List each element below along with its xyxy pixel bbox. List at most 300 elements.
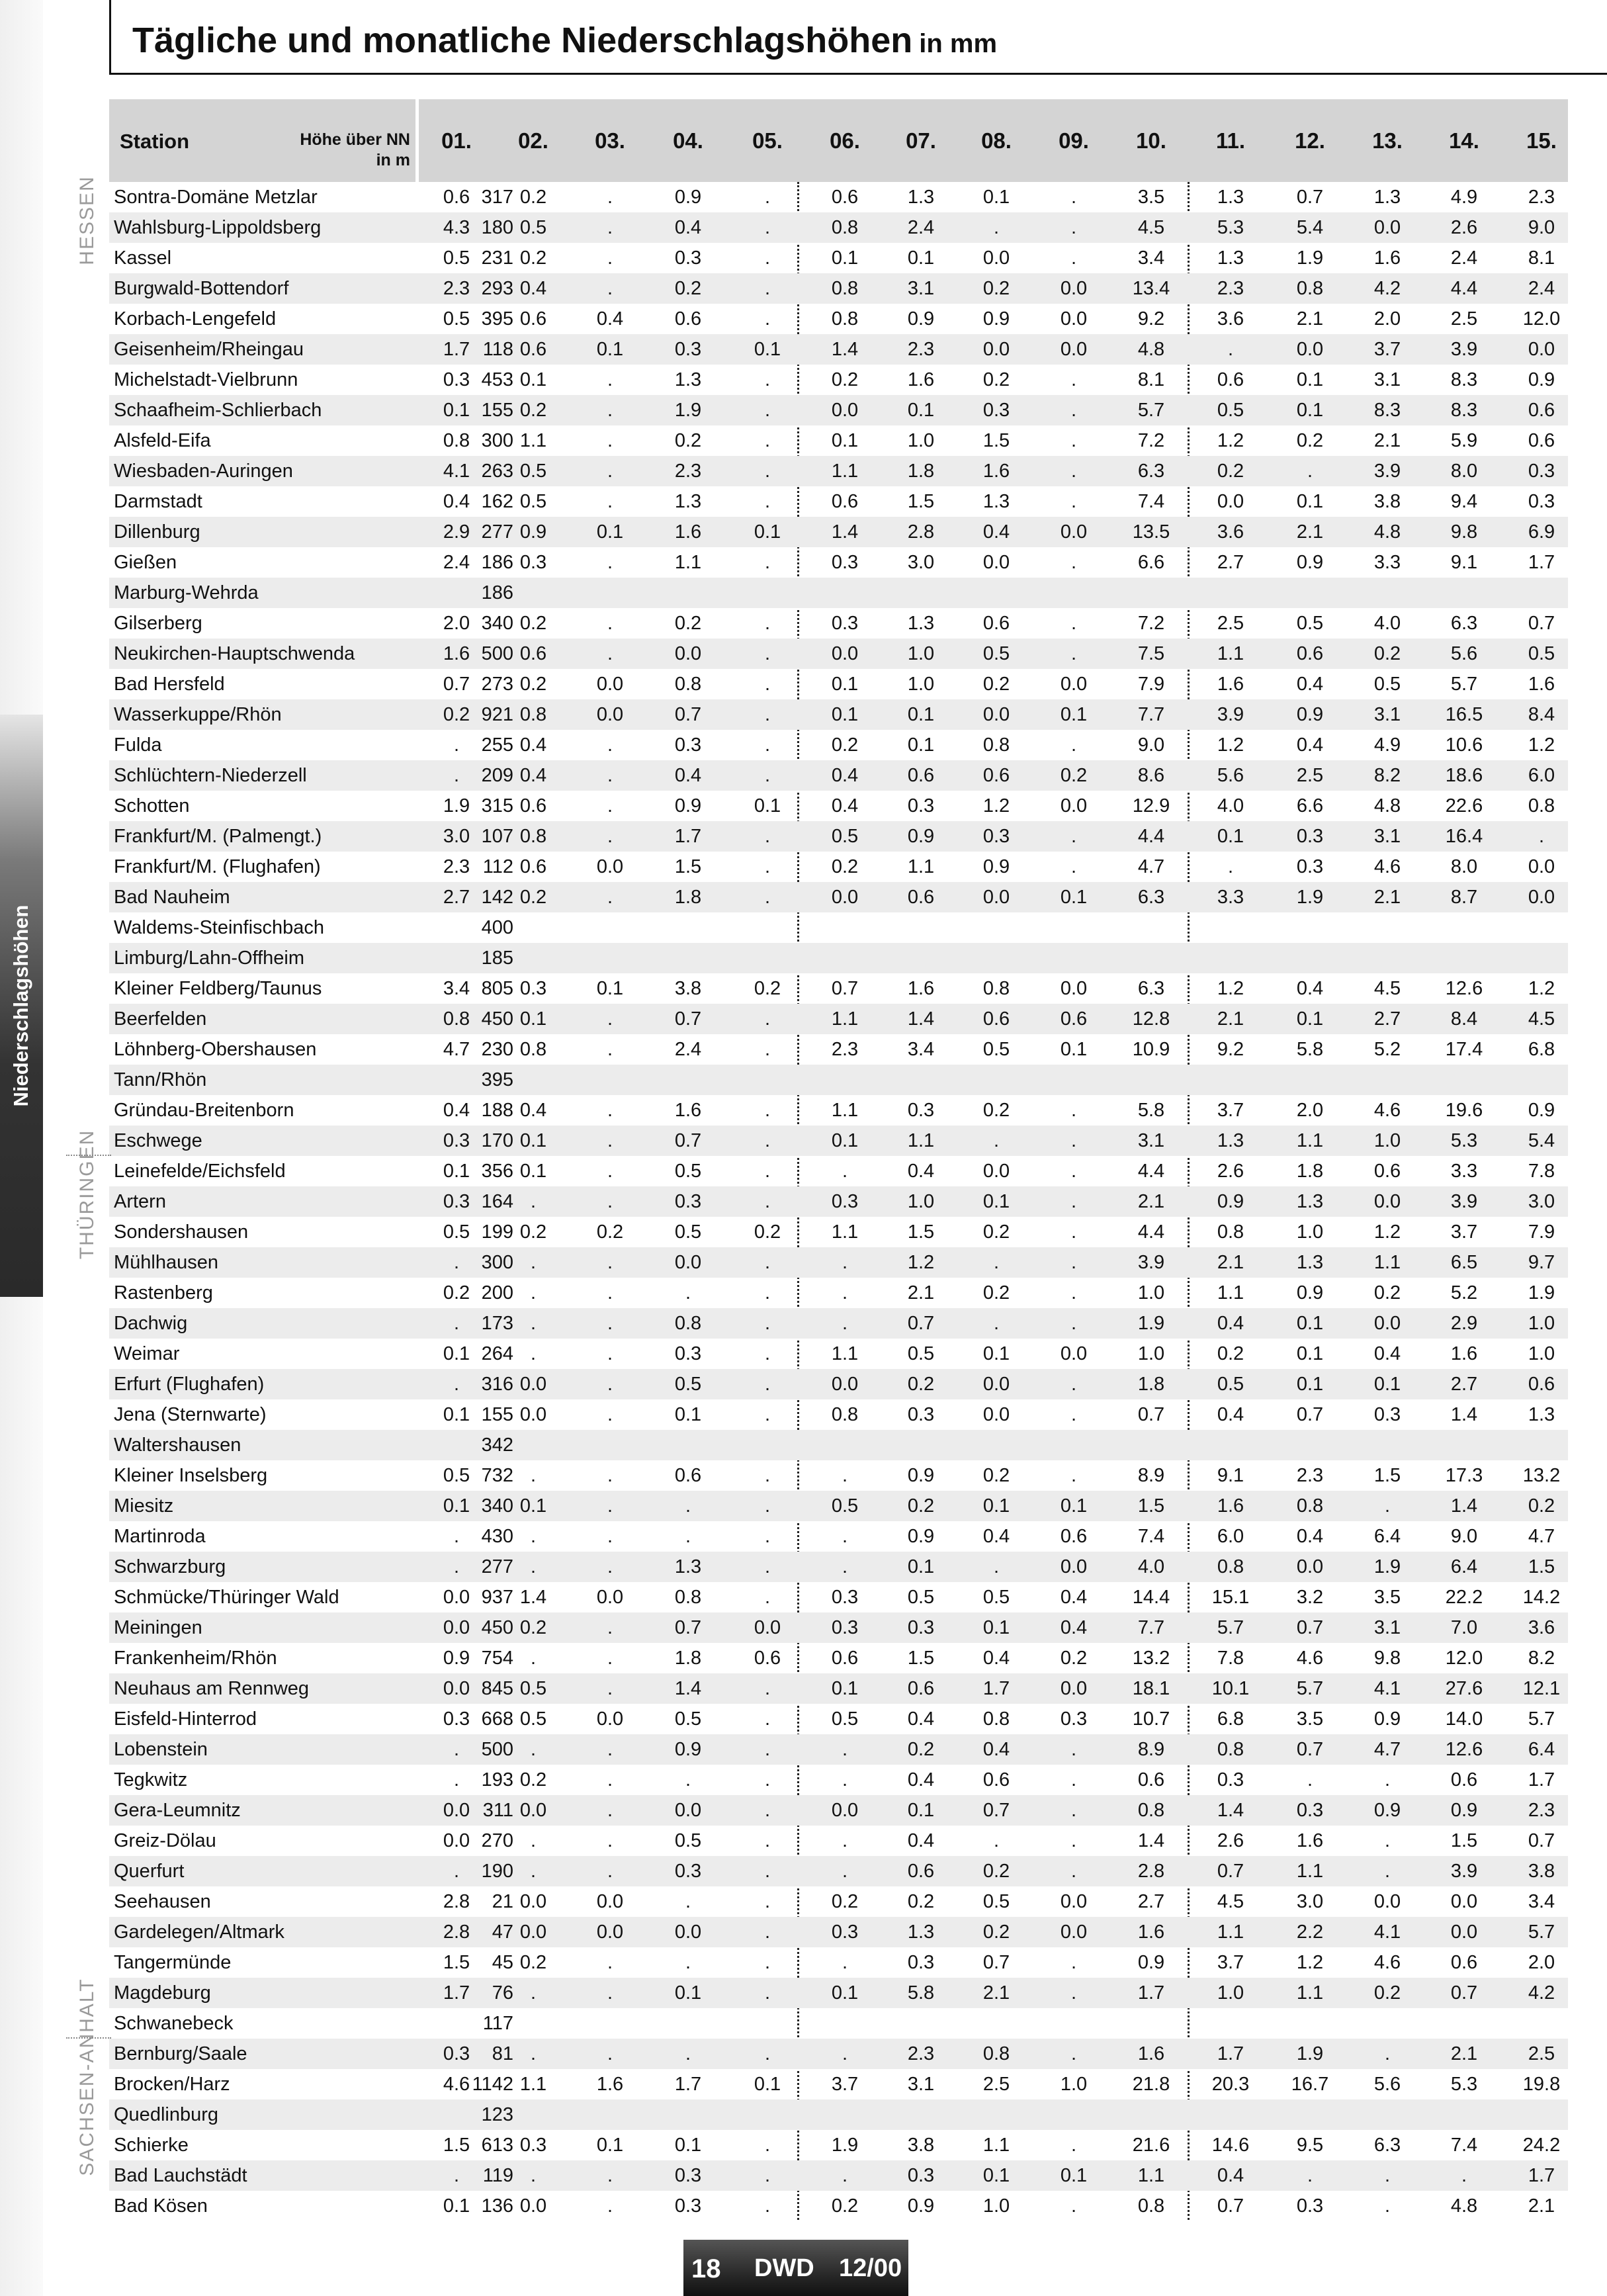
- value-cell: 0.5: [674, 1161, 702, 1182]
- value-cell: .: [1070, 643, 1077, 664]
- value-cell: 1.2: [1528, 978, 1555, 999]
- value-cell: 2.1: [982, 1982, 1010, 2004]
- station-name: Sondershausen: [114, 1221, 249, 1243]
- value-cell: 2.3: [1528, 1800, 1555, 1821]
- value-cell: 1.5: [1450, 1830, 1478, 1851]
- station-height: 315: [481, 795, 513, 817]
- value-cell: .: [1070, 1861, 1077, 1882]
- value-cell: 0.5: [982, 1891, 1010, 1912]
- value-cell: 0.9: [1296, 552, 1324, 573]
- value-cell: 0.3: [1373, 1404, 1401, 1425]
- station-name: Michelstadt-Vielbrunn: [114, 369, 298, 390]
- value-cell: .: [530, 1313, 537, 1334]
- value-cell: 3.7: [831, 2074, 859, 2095]
- value-cell: 3.8: [1528, 1861, 1555, 1882]
- table-row: [109, 669, 1568, 699]
- value-cell: 5.2: [1450, 1282, 1478, 1303]
- value-cell: 0.3: [674, 1343, 702, 1364]
- value-cell: 24.2: [1522, 2135, 1561, 2156]
- value-cell: 1.1: [907, 856, 935, 877]
- value-cell: 0.1: [831, 430, 859, 451]
- value-cell: 1.2: [1373, 1221, 1401, 1243]
- station-height: 845: [481, 1678, 513, 1699]
- value-cell: 0.4: [831, 795, 859, 817]
- value-cell: 0.7: [831, 978, 859, 999]
- value-cell: 0.8: [1296, 278, 1324, 299]
- value-cell: 0.0: [596, 704, 624, 725]
- value-cell: 0.0: [596, 1921, 624, 1943]
- value-cell: 0.0: [1373, 1891, 1401, 1912]
- table-row: [109, 517, 1568, 547]
- value-cell: 0.0: [1450, 1891, 1478, 1912]
- value-cell: .: [607, 1982, 613, 2004]
- table-row: [109, 1217, 1568, 1247]
- value-cell: .: [764, 674, 771, 695]
- table-row: [109, 456, 1568, 486]
- value-cell: 6.9: [1528, 521, 1555, 543]
- station-name: Limburg/Lahn-Offheim: [114, 948, 305, 969]
- value-cell: 0.8: [674, 1587, 702, 1608]
- value-cell: 0.3: [831, 613, 859, 634]
- value-cell: 1.3: [1528, 1404, 1555, 1425]
- value-cell: 12.0: [1445, 1648, 1483, 1669]
- value-cell: .: [607, 1252, 613, 1273]
- value-cell: 0.9: [674, 795, 702, 817]
- value-cell: 1.4: [1450, 1495, 1478, 1517]
- value-cell: 0.3: [1296, 856, 1324, 877]
- value-cell: 4.1: [1373, 1921, 1401, 1943]
- value-cell: .: [530, 1526, 537, 1547]
- value-cell: 0.0: [674, 1252, 702, 1273]
- value-cell: 1.0: [1528, 1313, 1555, 1334]
- table-row: [109, 2160, 1568, 2191]
- header-day: 09.: [1059, 128, 1089, 153]
- value-cell: 0.7: [674, 1008, 702, 1030]
- value-cell: 0.0: [1450, 1921, 1478, 1943]
- value-cell: 4.5: [1137, 217, 1165, 238]
- value-cell: 1.7: [1137, 1982, 1165, 2004]
- value-cell: 0.0: [982, 339, 1010, 360]
- value-cell: 0.4: [519, 765, 547, 786]
- value-cell: .: [764, 856, 771, 877]
- value-cell: 0.9: [907, 1465, 935, 1486]
- value-cell: .: [764, 430, 771, 451]
- value-cell: 0.9: [519, 521, 547, 543]
- value-cell: 0.7: [674, 704, 702, 725]
- value-cell: 1.0: [907, 430, 935, 451]
- value-cell: .: [1070, 1374, 1077, 1395]
- value-cell: 0.1: [982, 1617, 1010, 1638]
- value-cell: 0.1: [596, 339, 624, 360]
- station-name: Lobenstein: [114, 1739, 208, 1760]
- value-cell: 0.8: [831, 308, 859, 330]
- value-cell: 0.5: [443, 308, 470, 330]
- value-cell: .: [1307, 2165, 1313, 2186]
- value-cell: 0.4: [596, 308, 624, 330]
- value-cell: 1.5: [907, 491, 935, 512]
- value-cell: 0.6: [831, 491, 859, 512]
- value-cell: 1.6: [443, 643, 470, 664]
- station-height: 123: [481, 2104, 513, 2125]
- station-height: 732: [481, 1465, 513, 1486]
- value-cell: .: [993, 1556, 1000, 1577]
- value-cell: .: [764, 1343, 771, 1364]
- value-cell: 1.3: [674, 491, 702, 512]
- station-height: 300: [481, 1252, 513, 1273]
- station-name: Bad Hersfeld: [114, 674, 225, 695]
- value-cell: 0.4: [1296, 674, 1324, 695]
- station-name: Kassel: [114, 247, 172, 269]
- value-cell: 0.4: [519, 1100, 547, 1121]
- value-cell: 6.4: [1450, 1556, 1478, 1577]
- value-cell: 1.9: [1137, 1313, 1165, 1334]
- value-cell: 2.1: [1137, 1191, 1165, 1212]
- value-cell: .: [453, 1313, 460, 1334]
- value-cell: 0.0: [982, 1161, 1010, 1182]
- station-height: 277: [481, 521, 513, 543]
- station-name: Eisfeld-Hinterrod: [114, 1708, 257, 1730]
- value-cell: 0.6: [519, 856, 547, 877]
- value-cell: .: [607, 1404, 613, 1425]
- value-cell: 3.0: [907, 552, 935, 573]
- value-cell: 0.1: [443, 400, 470, 421]
- header-day: 01.: [441, 128, 472, 153]
- value-cell: 4.8: [1373, 521, 1401, 543]
- value-cell: .: [530, 1861, 537, 1882]
- value-cell: .: [685, 1495, 691, 1517]
- value-cell: .: [607, 217, 613, 238]
- value-cell: 10.7: [1132, 1708, 1170, 1730]
- value-cell: 0.5: [1296, 613, 1324, 634]
- value-cell: 0.9: [1217, 1191, 1244, 1212]
- value-cell: 3.8: [674, 978, 702, 999]
- station-height: 112: [482, 856, 513, 877]
- value-cell: 1.1: [674, 552, 702, 573]
- table-row: [109, 273, 1568, 304]
- value-cell: 2.9: [443, 521, 470, 543]
- value-cell: 0.0: [596, 1891, 624, 1912]
- value-cell: 0.2: [1217, 1343, 1244, 1364]
- value-cell: 5.7: [1296, 1678, 1324, 1699]
- value-cell: 3.5: [1296, 1708, 1324, 1730]
- station-height: 155: [481, 400, 513, 421]
- value-cell: 0.5: [519, 1708, 547, 1730]
- value-cell: 0.3: [1528, 491, 1555, 512]
- value-cell: 4.7: [1528, 1526, 1555, 1547]
- value-cell: .: [607, 1100, 613, 1121]
- page-number: 18: [691, 2254, 721, 2283]
- value-cell: 3.1: [1373, 704, 1401, 725]
- value-cell: 0.8: [1217, 1221, 1244, 1243]
- value-cell: 0.2: [519, 1952, 547, 1973]
- value-cell: 2.6: [1217, 1830, 1244, 1851]
- value-cell: 0.4: [519, 734, 547, 756]
- value-cell: 7.0: [1450, 1617, 1478, 1638]
- value-cell: .: [530, 1252, 537, 1273]
- value-cell: 0.9: [1373, 1800, 1401, 1821]
- value-cell: .: [842, 1282, 848, 1303]
- value-cell: 0.0: [831, 1800, 859, 1821]
- value-cell: 10.1: [1211, 1678, 1250, 1699]
- value-cell: 1.1: [1217, 1921, 1244, 1943]
- value-cell: 0.4: [982, 1526, 1010, 1547]
- value-cell: 0.6: [907, 887, 935, 908]
- value-cell: .: [1070, 2043, 1077, 2064]
- value-cell: 1.5: [1373, 1465, 1401, 1486]
- value-cell: 8.0: [1450, 461, 1478, 482]
- value-cell: 1.6: [1137, 1921, 1165, 1943]
- value-cell: 0.8: [443, 430, 470, 451]
- value-cell: 2.1: [1373, 430, 1401, 451]
- value-cell: 2.1: [1450, 2043, 1478, 2064]
- value-cell: 2.3: [674, 461, 702, 482]
- value-cell: 3.0: [1296, 1891, 1324, 1912]
- value-cell: 0.2: [519, 187, 547, 208]
- header-day: 10.: [1136, 128, 1166, 153]
- value-cell: 0.8: [1217, 1556, 1244, 1577]
- value-cell: .: [453, 1769, 460, 1790]
- value-cell: 0.4: [1217, 2165, 1244, 2186]
- value-cell: .: [764, 400, 771, 421]
- value-cell: .: [993, 1830, 1000, 1851]
- value-cell: 0.5: [831, 1708, 859, 1730]
- station-name: Gera-Leumnitz: [114, 1800, 241, 1821]
- value-cell: 0.3: [1217, 1769, 1244, 1790]
- station-height: 155: [481, 1404, 513, 1425]
- value-cell: 0.2: [1060, 765, 1088, 786]
- value-cell: 0.5: [1528, 643, 1555, 664]
- station-name: Waldems-Steinfischbach: [114, 917, 325, 938]
- station-height: 356: [481, 1161, 513, 1182]
- value-cell: .: [993, 1252, 1000, 1273]
- value-cell: 4.5: [1217, 1891, 1244, 1912]
- value-cell: 5.4: [1528, 1130, 1555, 1151]
- value-cell: 7.7: [1137, 1617, 1165, 1638]
- value-cell: 2.5: [1296, 765, 1324, 786]
- value-cell: 4.9: [1450, 187, 1478, 208]
- value-cell: .: [607, 1282, 613, 1303]
- value-cell: 0.1: [519, 1495, 547, 1517]
- value-cell: 12.8: [1132, 1008, 1170, 1030]
- value-cell: .: [764, 1708, 771, 1730]
- value-cell: 0.1: [907, 247, 935, 269]
- value-cell: .: [993, 1130, 1000, 1151]
- station-name: Schlüchtern-Niederzell: [114, 765, 307, 786]
- value-cell: 2.6: [1217, 1161, 1244, 1182]
- value-cell: 0.1: [1296, 491, 1324, 512]
- value-cell: 0.9: [1528, 1100, 1555, 1121]
- value-cell: .: [764, 1161, 771, 1182]
- value-cell: 0.0: [674, 1800, 702, 1821]
- value-cell: 0.0: [982, 1374, 1010, 1395]
- table-row: [109, 1826, 1568, 1856]
- value-cell: 3.3: [1217, 887, 1244, 908]
- value-cell: 2.1: [1217, 1252, 1244, 1273]
- value-cell: 0.0: [1060, 978, 1088, 999]
- table-row: [109, 1034, 1568, 1065]
- value-cell: .: [1070, 430, 1077, 451]
- value-cell: 1.1: [1296, 1861, 1324, 1882]
- value-cell: 1.6: [1217, 1495, 1244, 1517]
- value-cell: 1.7: [1528, 552, 1555, 573]
- value-cell: 12.6: [1445, 978, 1483, 999]
- value-cell: 0.2: [982, 1282, 1010, 1303]
- value-cell: 0.5: [982, 643, 1010, 664]
- station-name: Gardelegen/Altmark: [114, 1921, 284, 1943]
- value-cell: 3.5: [1373, 1587, 1401, 1608]
- value-cell: 1.4: [907, 1008, 935, 1030]
- station-height: 45: [492, 1952, 513, 1973]
- value-cell: 6.8: [1217, 1708, 1244, 1730]
- value-cell: .: [764, 1100, 771, 1121]
- value-cell: 0.4: [982, 521, 1010, 543]
- value-cell: .: [607, 491, 613, 512]
- value-cell: 0.4: [1296, 1526, 1324, 1547]
- value-cell: .: [1070, 1800, 1077, 1821]
- header-day: 04.: [673, 128, 703, 153]
- value-cell: 4.4: [1137, 1161, 1165, 1182]
- value-cell: .: [453, 1556, 460, 1577]
- value-cell: .: [1070, 1191, 1077, 1212]
- value-cell: 0.2: [1296, 430, 1324, 451]
- value-cell: .: [607, 1191, 613, 1212]
- value-cell: 0.4: [674, 217, 702, 238]
- value-cell: 0.2: [596, 1221, 624, 1243]
- value-cell: 0.2: [674, 613, 702, 634]
- value-cell: 0.3: [674, 2195, 702, 2217]
- value-cell: 5.7: [1528, 1921, 1555, 1943]
- value-cell: 0.0: [1060, 308, 1088, 330]
- station-height: 209: [481, 765, 513, 786]
- value-cell: 0.5: [443, 247, 470, 269]
- value-cell: 0.0: [1528, 339, 1555, 360]
- station-name: Fulda: [114, 734, 162, 756]
- value-cell: .: [764, 1891, 771, 1912]
- value-cell: 0.6: [831, 1648, 859, 1669]
- value-cell: .: [842, 1252, 848, 1273]
- value-cell: 0.8: [831, 217, 859, 238]
- value-cell: 0.5: [831, 826, 859, 847]
- value-cell: .: [764, 187, 771, 208]
- value-cell: 0.6: [519, 795, 547, 817]
- value-cell: .: [842, 1739, 848, 1760]
- station-height: 500: [481, 1739, 513, 1760]
- value-cell: 0.8: [674, 674, 702, 695]
- value-cell: .: [607, 1008, 613, 1030]
- value-cell: 9.2: [1137, 308, 1165, 330]
- value-cell: 3.8: [1373, 491, 1401, 512]
- value-cell: 1.8: [674, 1648, 702, 1669]
- value-cell: 3.1: [907, 278, 935, 299]
- value-cell: 3.9: [1450, 1861, 1478, 1882]
- value-cell: .: [607, 187, 613, 208]
- station-name: Schwarzburg: [114, 1556, 226, 1577]
- value-cell: .: [607, 369, 613, 390]
- value-cell: 7.5: [1137, 643, 1165, 664]
- value-cell: 0.8: [674, 1313, 702, 1334]
- value-cell: 0.6: [519, 643, 547, 664]
- value-cell: 0.0: [1296, 1556, 1324, 1577]
- station-name: Löhnberg-Obershausen: [114, 1039, 317, 1060]
- value-cell: 1.0: [1296, 1221, 1324, 1243]
- value-cell: 2.1: [1528, 2195, 1555, 2217]
- value-cell: 0.5: [519, 217, 547, 238]
- station-height: 136: [481, 2195, 513, 2217]
- state-separator: [66, 1155, 111, 1156]
- value-cell: .: [1070, 856, 1077, 877]
- value-cell: 0.7: [674, 1617, 702, 1638]
- value-cell: .: [764, 308, 771, 330]
- value-cell: 0.6: [982, 1769, 1010, 1790]
- value-cell: 1.0: [1137, 1282, 1165, 1303]
- station-height: 231: [481, 247, 513, 269]
- value-cell: .: [764, 1556, 771, 1577]
- value-cell: 0.4: [982, 1648, 1010, 1669]
- value-cell: 2.8: [443, 1921, 470, 1943]
- value-cell: 4.7: [1373, 1739, 1401, 1760]
- value-cell: 1.4: [674, 1678, 702, 1699]
- station-name: Erfurt (Flughafen): [114, 1374, 265, 1395]
- value-cell: .: [607, 826, 613, 847]
- station-height: 450: [481, 1617, 513, 1638]
- value-cell: 20.3: [1211, 2074, 1250, 2095]
- value-cell: 17.4: [1445, 1039, 1483, 1060]
- value-cell: 3.3: [1373, 552, 1401, 573]
- station-name: Neuhaus am Rennweg: [114, 1678, 310, 1699]
- value-cell: 1.6: [907, 978, 935, 999]
- value-cell: 0.3: [519, 552, 547, 573]
- value-cell: 0.0: [443, 1830, 470, 1851]
- value-cell: 5.8: [1296, 1039, 1324, 1060]
- value-cell: .: [764, 826, 771, 847]
- value-cell: 7.8: [1217, 1648, 1244, 1669]
- value-cell: 0.5: [674, 1708, 702, 1730]
- value-cell: .: [1070, 552, 1077, 573]
- value-cell: 2.3: [907, 2043, 935, 2064]
- value-cell: 0.3: [907, 795, 935, 817]
- value-cell: 0.1: [754, 521, 781, 543]
- station-name: Kleiner Inselsberg: [114, 1465, 268, 1486]
- value-cell: 0.3: [831, 1617, 859, 1638]
- value-cell: 0.1: [1296, 1313, 1324, 1334]
- value-cell: .: [1070, 1739, 1077, 1760]
- value-cell: 0.7: [982, 1952, 1010, 1973]
- value-cell: .: [764, 1495, 771, 1517]
- value-cell: .: [842, 1861, 848, 1882]
- value-cell: 0.5: [1373, 674, 1401, 695]
- value-cell: 5.3: [1450, 2074, 1478, 2095]
- value-cell: .: [607, 552, 613, 573]
- value-cell: .: [764, 1982, 771, 2004]
- value-cell: 2.8: [907, 521, 935, 543]
- value-cell: 12.0: [1522, 308, 1561, 330]
- value-cell: .: [1461, 2165, 1467, 2186]
- value-cell: .: [607, 2043, 613, 2064]
- value-cell: 4.5: [1373, 978, 1401, 999]
- value-cell: 0.5: [982, 1039, 1010, 1060]
- value-cell: 1.3: [674, 1556, 702, 1577]
- station-height: 395: [481, 1069, 513, 1090]
- value-cell: 4.0: [1217, 795, 1244, 817]
- value-cell: 1.9: [443, 795, 470, 817]
- value-cell: 3.7: [1373, 339, 1401, 360]
- value-cell: 0.5: [674, 1830, 702, 1851]
- value-cell: 0.0: [982, 704, 1010, 725]
- value-cell: 0.2: [831, 1891, 859, 1912]
- value-cell: 1.3: [1217, 187, 1244, 208]
- value-cell: 0.8: [519, 704, 547, 725]
- value-cell: 0.3: [674, 1191, 702, 1212]
